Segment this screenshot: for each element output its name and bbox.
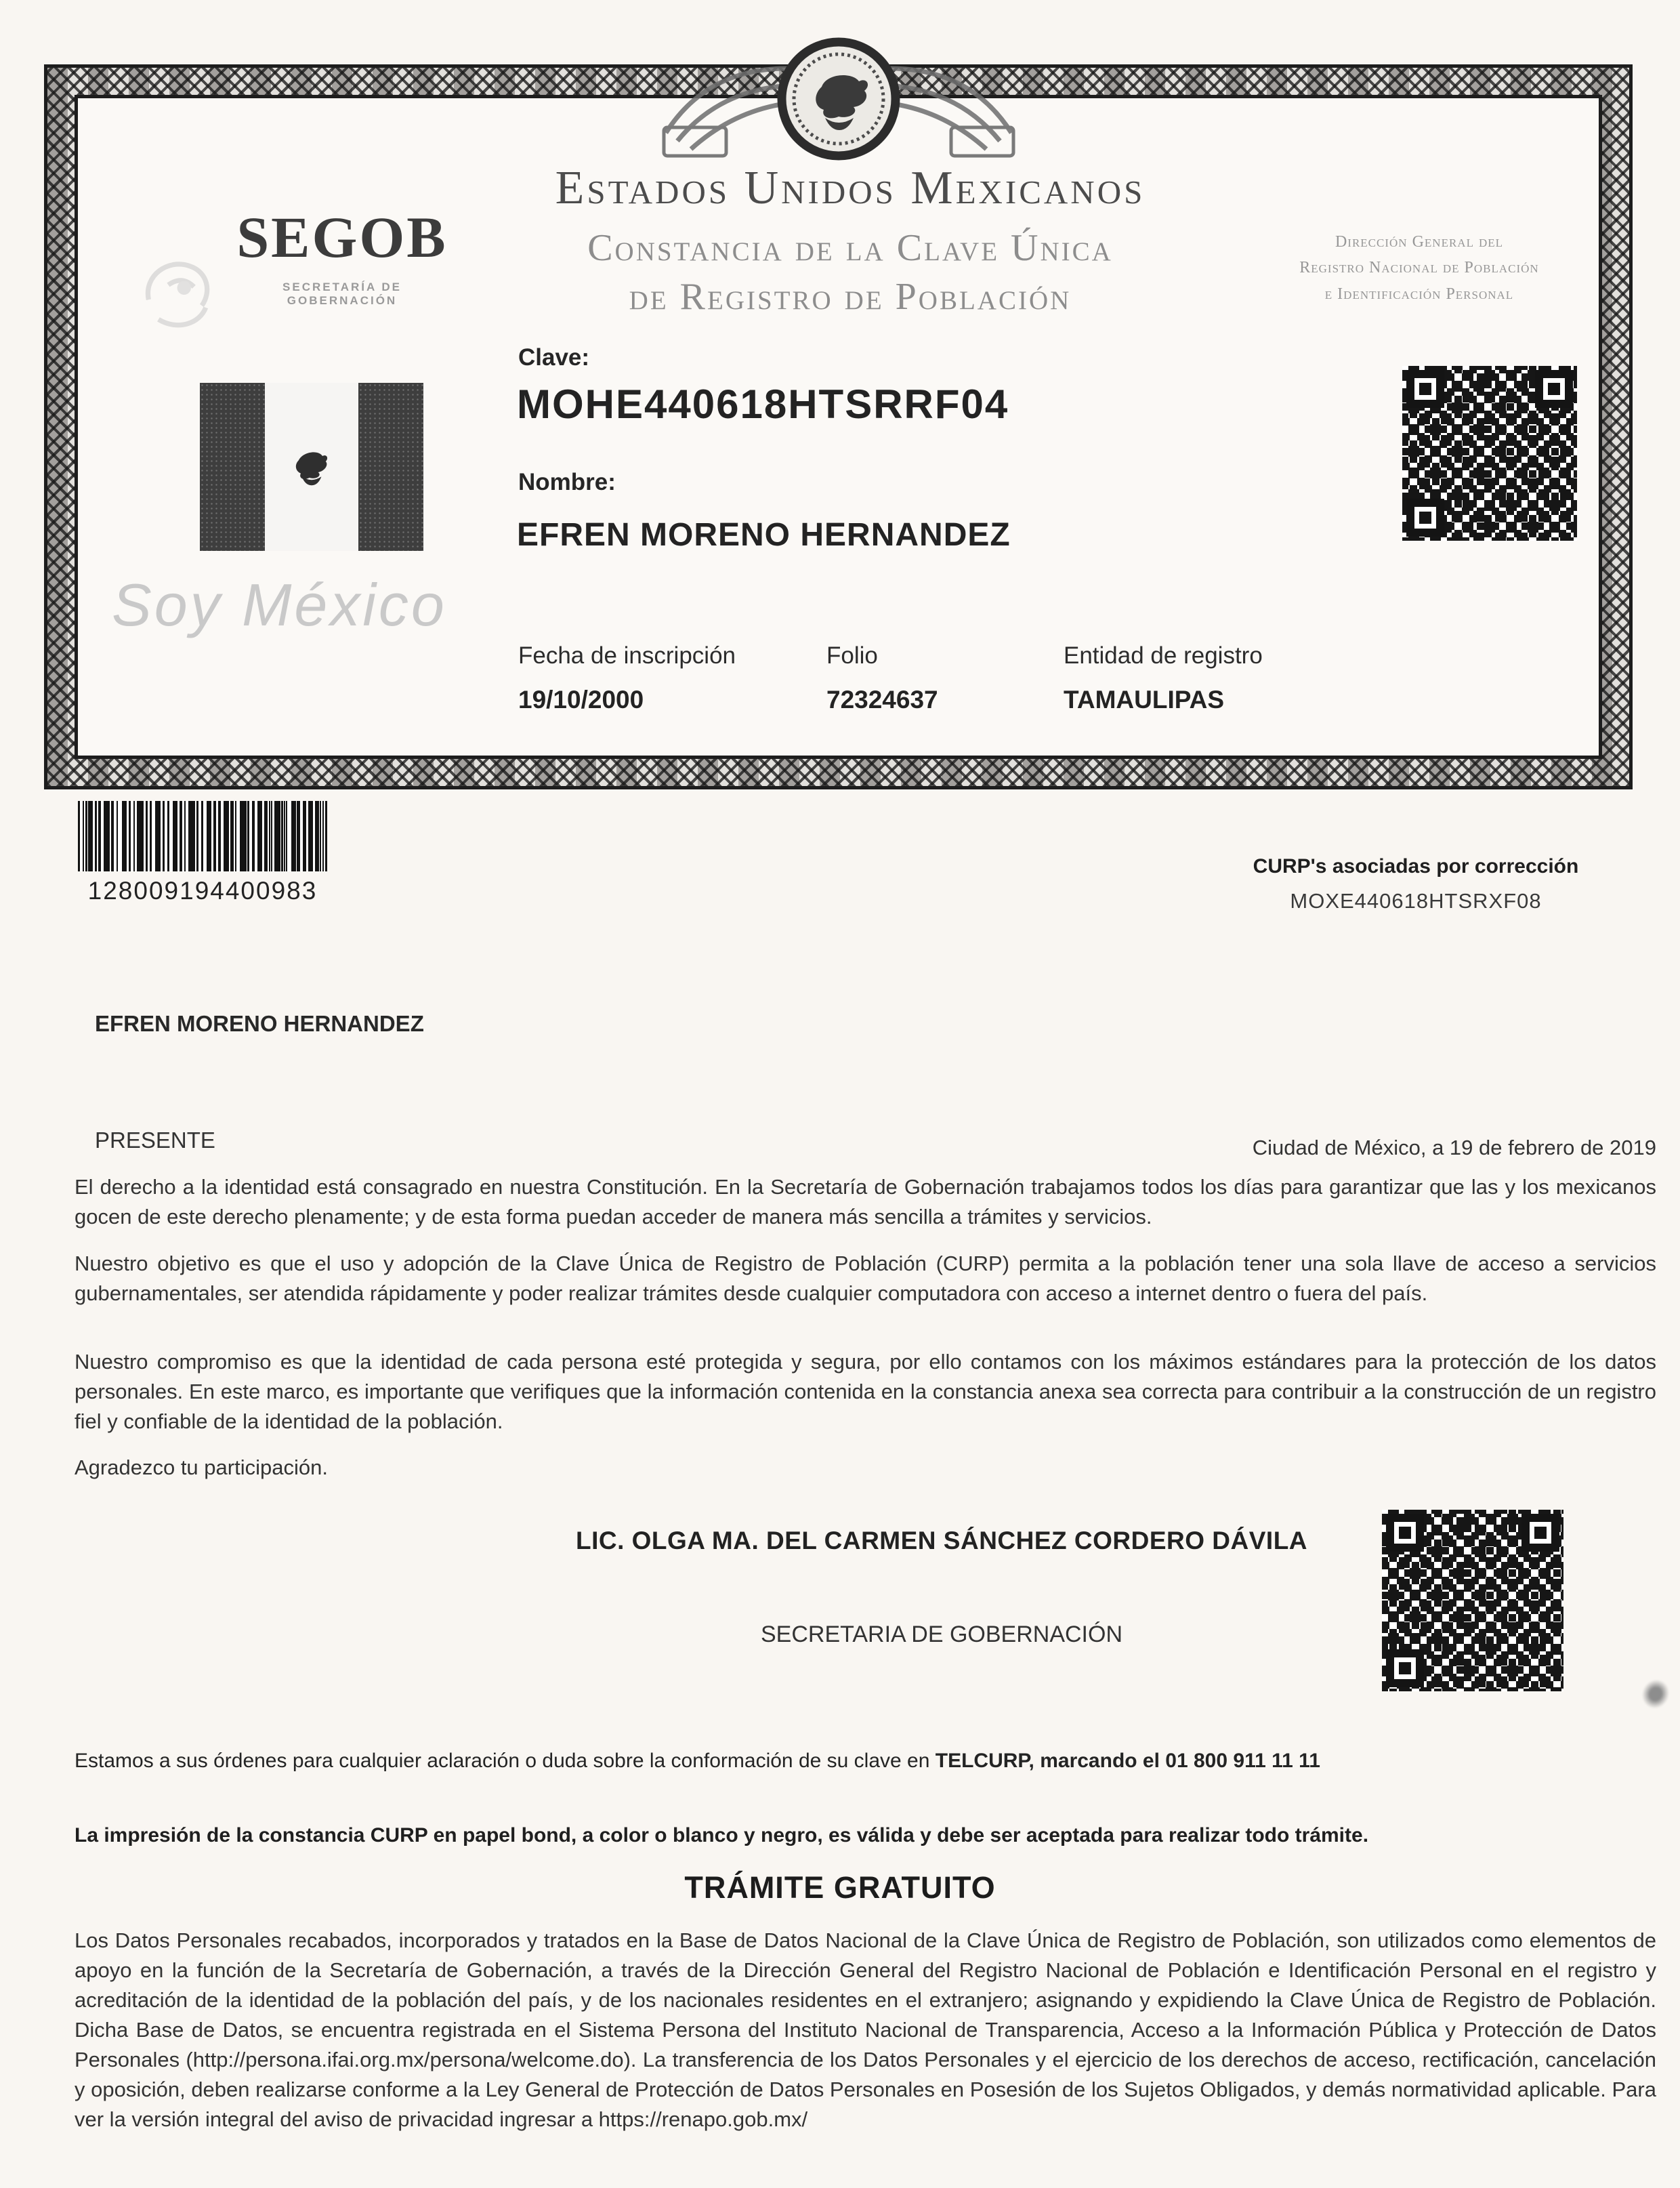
clave-label: Clave:: [518, 344, 590, 371]
agency-line-3: e Identificación Personal: [1324, 285, 1514, 303]
flag-left-bar: [200, 383, 265, 551]
letter-paragraph-3: Nuestro compromiso es que la identidad de cada persona esté protegida y segura, por ello contamos con los máximos estándares para la protección de los datos personales. En este marco, es importante que verifiques que la información contenida en la constancia anexa sea correcta para contribuir a la construcción de un registro fiel y confiable de la identidad de la población.: [75, 1350, 1656, 1434]
nombre-value: EFREN MORENO HERNANDEZ: [517, 517, 1011, 553]
curp-asociadas-label: CURP's asociadas por corrección: [1253, 855, 1579, 878]
qr-code-letter: [1382, 1510, 1563, 1691]
curp-asociadas-value: MOXE440618HTSRXF08: [1290, 889, 1542, 913]
letter-paragraph-2: Nuestro objetivo es que el uso y adopción de la Clave Única de Registro de Población (CURP) permita a la población tener una sola llave de acceso a servicios gubernamentales, ser atendida rápidamente y poder realizar trámites desde cualquier computadora con acceso a internet dentro o fuera del país.: [75, 1252, 1656, 1306]
nombre-label: Nombre:: [518, 469, 616, 495]
qr-finder-icon: [1535, 370, 1573, 408]
fecha-inscripcion-label: Fecha de inscripción: [518, 642, 736, 669]
segob-wordmark: SEGOB: [236, 205, 448, 270]
qr-finder-icon: [1406, 499, 1444, 537]
folio-value: 72324637: [826, 686, 938, 714]
flag-center-panel: [265, 383, 358, 551]
contact-line-text: Estamos a sus órdenes para cualquier aclaración o duda sobre la conformación de su clave en: [75, 1750, 936, 1772]
title-estados-unidos-mexicanos: Estados Unidos Mexicanos: [555, 162, 1146, 214]
soy-mexico-watermark: Soy México: [112, 571, 447, 638]
qr-finder-icon: [1386, 1649, 1424, 1687]
curp-asociadas-block: [1240, 855, 1592, 913]
qr-code-certificate: [1402, 366, 1577, 541]
curp-certificate: [44, 64, 1633, 789]
barcode-number: 128009194400983: [87, 877, 318, 905]
entidad-registro-value: TAMAULIPAS: [1064, 686, 1225, 714]
issuing-agency-block: [1240, 229, 1599, 307]
eagle-watermark-icon: [127, 241, 229, 349]
national-seal-icon: [629, 33, 1049, 176]
letter-dateline: Ciudad de México, a 19 de febrero de 2019: [1252, 1136, 1656, 1159]
signature-block: [434, 1527, 1450, 1648]
segob-sublabel: SECRETARÍA DE GOBERNACIÓN: [282, 281, 402, 307]
entidad-registro-label: Entidad de registro: [1064, 642, 1263, 669]
clave-value: MOHE440618HTSRRF04: [517, 381, 1009, 427]
privacy-paragraph: Los Datos Personales recabados, incorporados y tratados en la Base de Datos Nacional de la Clave Única de Registro de Población, son utilizados como elementos de apoyo en la función de la Secretaría de Gobernación, a través de la Dirección General del Registro Nacional de Población e Identificación Personal en el registro y acreditación de la identidad de la población del país, y de los nacionales residentes en el extranjero; asignando y expidiendo la Clave Única de Registro de Población. Dicha Base de Datos, se encuentra registrada en el Sistema Persona del Instituto Nacional de Transparencia, Acceso a la Información Pública y Protección de Datos Personales (http://persona.ifai.org.mx/persona/welcome.do). La transferencia de los Datos Personales y el ejercicio de los derechos de acceso, rectificación, cancelación y oposición, deben realizarse conforme a la Ley General de Protección de Datos Personales en Posesión de los Sujetos Obligados, y demás normatividad aplicable. Para ver la versión integral del aviso de privacidad ingresar a https://renapo.gob.mx/: [75, 1928, 1656, 2132]
ink-smudge: [1637, 1675, 1675, 1714]
flag-right-bar: [358, 383, 423, 551]
contact-line: [75, 1750, 1497, 1773]
qr-finder-icon: [1406, 370, 1444, 408]
free-procedure-title: TRÁMITE GRATUITO: [684, 1870, 996, 1905]
letter-paragraph-1: El derecho a la identidad está consagrado en nuestra Constitución. En la Secretaría de Gobernación trabajamos todos los días para garantizar que las y los mexicanos gocen de este derecho plenamente; y de esta forma puedan acceder de manera más sencilla a trámites y servicios.: [75, 1175, 1656, 1229]
signer-name: LIC. OLGA MA. DEL CARMEN SÁNCHEZ CORDERO DÁVILA: [575, 1527, 1308, 1554]
title-constancia-line1: Constancia de la Clave Única: [587, 227, 1113, 269]
contact-line-phone: TELCURP, marcando el 01 800 911 11 11: [935, 1750, 1320, 1772]
letter-closing: Agradezco tu participación.: [75, 1456, 328, 1479]
fecha-inscripcion-value: 19/10/2000: [518, 686, 644, 714]
agency-line-2: Registro Nacional de Población: [1299, 259, 1539, 277]
agency-line-1: Dirección General del: [1335, 233, 1504, 251]
barcode-block: [78, 801, 327, 905]
print-validity-notice: La impresión de la constancia CURP en papel bond, a color o blanco y negro, es válida y debe ser aceptada para realizar todo trámite.: [75, 1824, 1369, 1846]
qr-finder-icon: [1386, 1514, 1424, 1552]
folio-label: Folio: [826, 642, 878, 669]
signer-title: SECRETARIA DE GOBERNACIÓN: [760, 1622, 1123, 1647]
qr-finder-icon: [1521, 1514, 1559, 1552]
barcode: [78, 801, 327, 871]
letter-recipient: EFREN MORENO HERNANDEZ: [95, 1011, 424, 1036]
flag-eagle-icon: [290, 445, 333, 489]
letter-salutation: PRESENTE: [95, 1128, 215, 1153]
title-constancia-line2: de Registro de Población: [629, 276, 1072, 318]
document-title-block: [498, 161, 1202, 318]
segob-logo: [227, 203, 457, 308]
mexico-flag-icon: [200, 383, 423, 551]
